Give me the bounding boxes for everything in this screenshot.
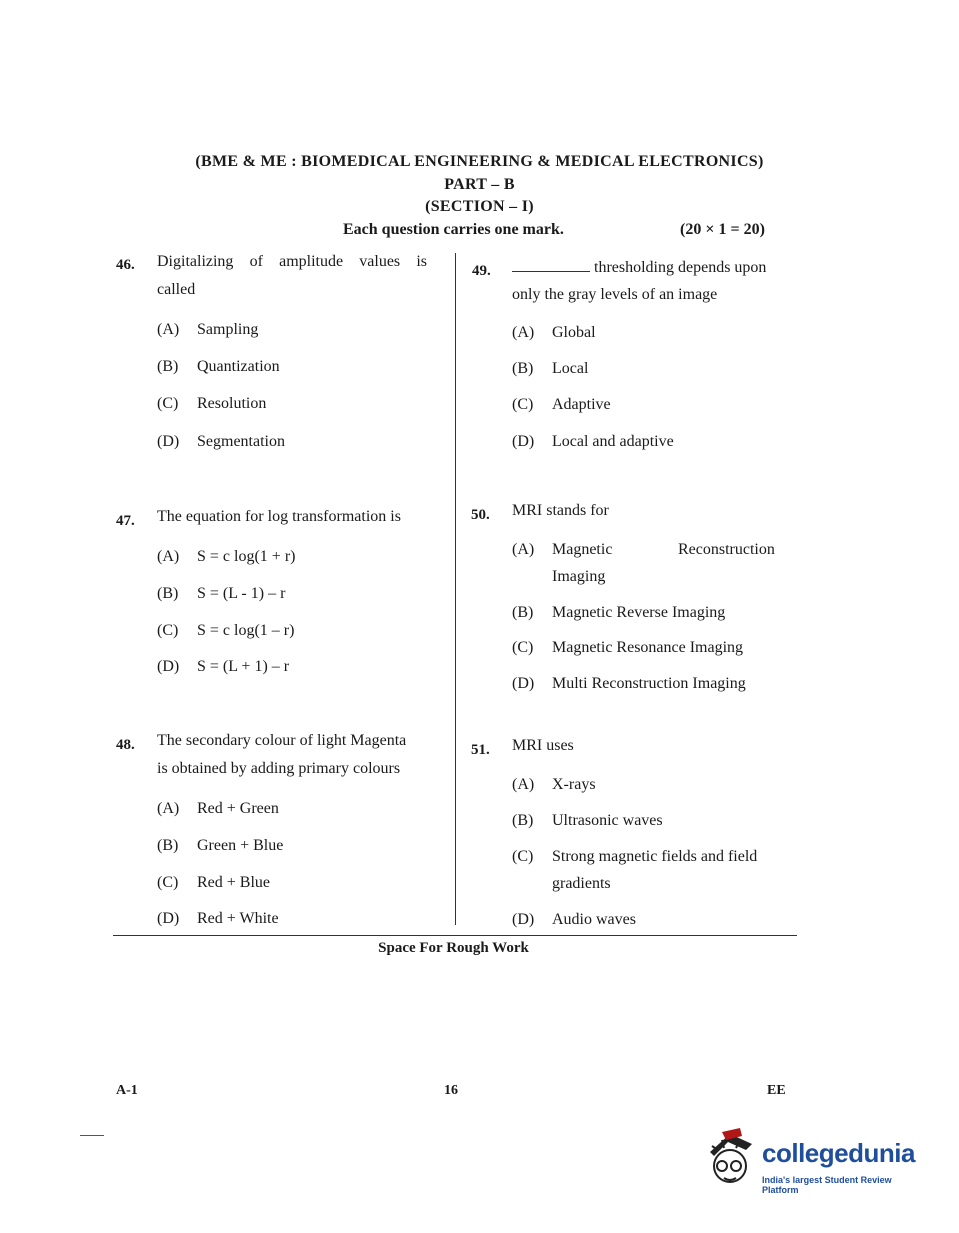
option-a[interactable]: (A) Red + Green bbox=[157, 800, 279, 817]
question-text: thresholding depends upon bbox=[512, 254, 766, 281]
margin-mark bbox=[80, 1135, 104, 1136]
option-a[interactable]: (A) X-rays bbox=[512, 776, 596, 793]
instruction: Each question carries one mark. bbox=[343, 221, 564, 238]
option-d[interactable]: (D) Red + White bbox=[157, 910, 279, 927]
question-text: only the gray levels of an image bbox=[512, 286, 718, 303]
option-b[interactable]: (B) Green + Blue bbox=[157, 837, 284, 854]
mascot-icon bbox=[700, 1120, 760, 1190]
option-d[interactable]: (D) Multi Reconstruction Imaging bbox=[512, 675, 746, 692]
section-label: (SECTION – I) bbox=[425, 198, 534, 215]
exam-title: (BME & ME : BIOMEDICAL ENGINEERING & MEDICAL ELECTRONICS) bbox=[195, 153, 764, 170]
question-number: 48. bbox=[116, 737, 135, 753]
option-c[interactable]: (C) S = c log(1 – r) bbox=[157, 622, 295, 639]
option-b[interactable]: (B) S = (L - 1) – r bbox=[157, 585, 286, 602]
option-a[interactable]: (A) Magnetic bbox=[512, 541, 613, 558]
question-text: is obtained by adding primary colours bbox=[157, 760, 401, 777]
part-label: PART – B bbox=[444, 176, 515, 193]
rough-work-label: Space For Rough Work bbox=[378, 940, 529, 956]
question-number: 50. bbox=[471, 507, 490, 523]
marks-scheme: (20 × 1 = 20) bbox=[680, 221, 765, 238]
question-number: 46. bbox=[116, 257, 135, 273]
column-divider bbox=[455, 253, 456, 925]
option-c[interactable]: (C) Resolution bbox=[157, 395, 267, 412]
option-c-text-cont: gradients bbox=[552, 875, 611, 892]
option-c[interactable]: (C) Red + Blue bbox=[157, 874, 271, 891]
option-d[interactable]: (D) S = (L + 1) – r bbox=[157, 658, 290, 675]
question-number: 47. bbox=[116, 513, 135, 529]
option-d[interactable]: (D) Local and adaptive bbox=[512, 433, 674, 450]
question-text: MRI uses bbox=[512, 737, 574, 754]
collegedunia-logo bbox=[700, 1120, 930, 1200]
option-a-text-right: Reconstruction bbox=[678, 541, 775, 558]
option-a[interactable]: (A) S = c log(1 + r) bbox=[157, 548, 296, 565]
answer-blank bbox=[512, 271, 590, 272]
option-d[interactable]: (D) Segmentation bbox=[157, 433, 285, 450]
page-number: 16 bbox=[444, 1083, 458, 1098]
footer-code: A-1 bbox=[116, 1083, 138, 1098]
question-number: 51. bbox=[471, 742, 490, 758]
brand-name: collegedunia bbox=[762, 1138, 915, 1168]
option-b[interactable]: (B) Ultrasonic waves bbox=[512, 812, 663, 829]
question-text: The equation for log transformation is bbox=[157, 508, 401, 525]
option-a-text-cont: Imaging bbox=[552, 568, 606, 585]
option-a[interactable]: (A) Global bbox=[512, 324, 596, 341]
option-a[interactable]: (A) Sampling bbox=[157, 321, 259, 338]
question-text: called bbox=[157, 281, 196, 298]
option-b[interactable]: (B) Quantization bbox=[157, 358, 280, 375]
question-number: 49. bbox=[472, 263, 491, 279]
option-b[interactable]: (B) Magnetic Reverse Imaging bbox=[512, 604, 726, 621]
option-b[interactable]: (B) Local bbox=[512, 360, 589, 377]
option-c[interactable]: (C) Strong magnetic fields and field bbox=[512, 848, 758, 865]
option-c[interactable]: (C) Magnetic Resonance Imaging bbox=[512, 639, 744, 656]
brand-tagline: India's largest Student Review Platform bbox=[762, 1175, 892, 1195]
option-d[interactable]: (D) Audio waves bbox=[512, 911, 636, 928]
question-text: The secondary colour of light Magenta bbox=[157, 732, 407, 749]
question-text: Digitalizing of amplitude values is bbox=[157, 253, 427, 270]
question-text: MRI stands for bbox=[512, 502, 609, 519]
footer-subject: EE bbox=[767, 1083, 786, 1098]
option-c[interactable]: (C) Adaptive bbox=[512, 396, 611, 413]
bottom-rule bbox=[113, 935, 797, 936]
